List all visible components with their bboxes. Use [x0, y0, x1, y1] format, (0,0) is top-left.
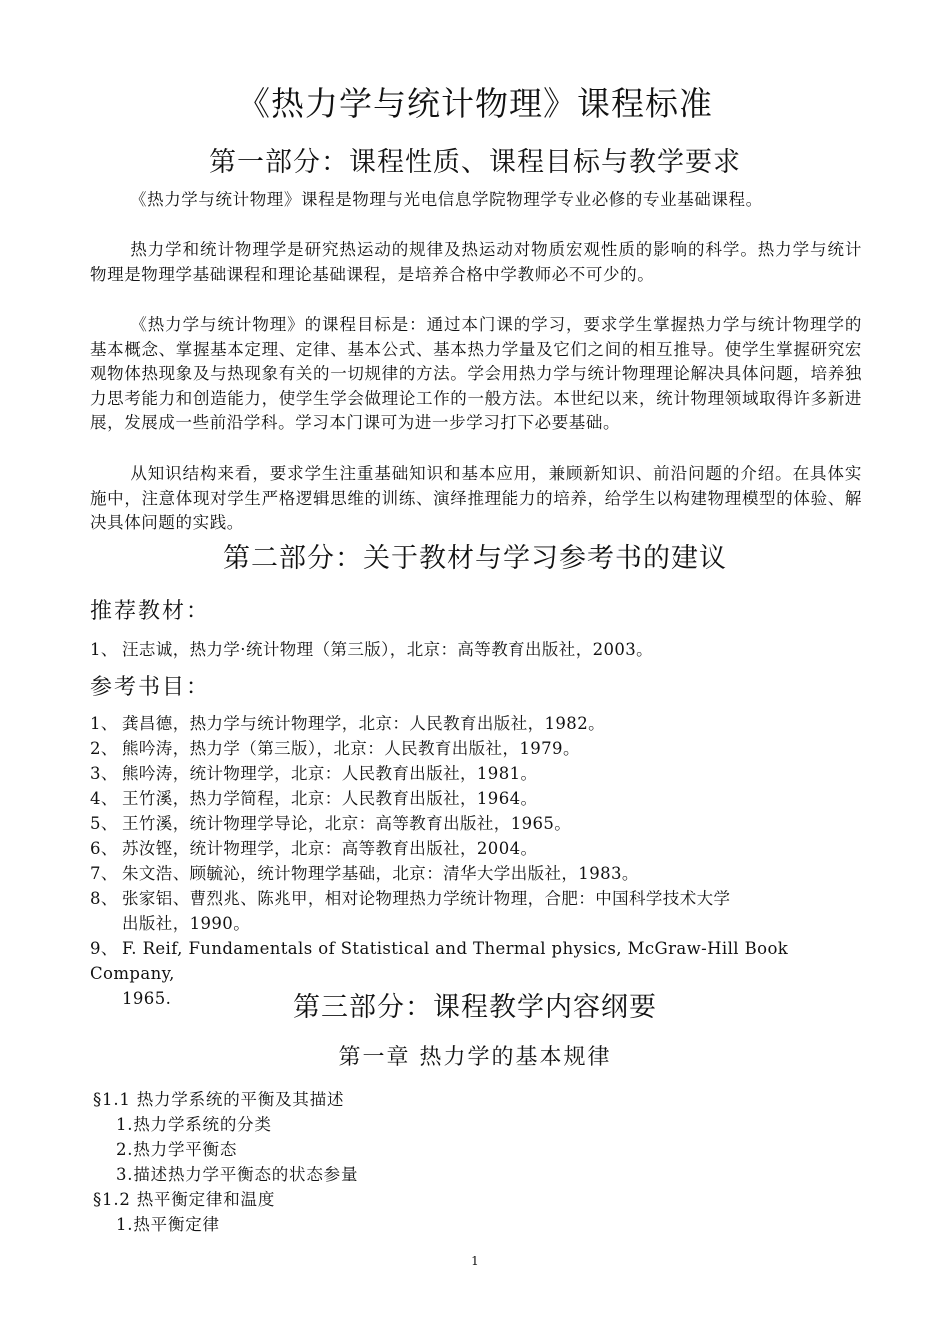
paragraph: [90, 188, 862, 213]
entry-text: 龚昌德，热力学与统计物理学，北京：人民教育出版社，1982。: [122, 714, 605, 733]
reference-entry: [90, 736, 862, 761]
reference-entry: [90, 811, 862, 836]
entry-number: 8、: [90, 889, 118, 908]
paragraph-text: 从知识结构来看，要求学生注重基础知识和基本应用，兼顾新知识、前沿问题的介绍。在具体实施中，注意体现对学生严格逻辑思维的训练、演绎推理能力的培养，给学生以构建物理模型的体验、解决具体问题的实践。: [90, 464, 862, 532]
reference-entry: [90, 861, 862, 886]
paragraph: [90, 238, 862, 287]
paragraph-text: 《热力学与统计物理》的课程目标是：通过本门课的学习，要求学生掌握热力学与统计物理学的基本概念、掌握基本定理、定律、基本公式、基本热力学量及它们之间的相互推导。使学生掌握研究宏观物体热现象及与热现象有关的一切规律的方法。学会用热力学与统计物理理论解决具体问题，培养独力思考能力和创造能力，使学生学会做理论工作的一般方法。本世纪以来，统计物理领域取得许多新进展，发展成一些前沿学科。学习本门课可为进一步学习打下必要基础。: [90, 315, 862, 432]
entry-text-continued: 出版社，1990。: [122, 914, 251, 933]
entry-text: 朱文浩、顾毓沁，统计物理学基础，北京：清华大学出版社，1983。: [122, 864, 639, 883]
outline-section: §1.2 热平衡定律和温度: [93, 1190, 276, 1209]
reference-entry: [90, 761, 862, 786]
entry-number: 1、: [90, 640, 118, 659]
outline-item: 1.热平衡定律: [116, 1215, 220, 1234]
textbook-entry: [90, 637, 862, 662]
entry-number: 7、: [90, 864, 118, 883]
paragraph-text: 《热力学与统计物理》课程是物理与光电信息学院物理学专业必修的专业基础课程。: [130, 190, 763, 209]
entry-number: 2、: [90, 739, 118, 758]
reference-entry: [90, 886, 862, 936]
reference-entry: [90, 836, 862, 861]
entry-text: 张家铝、曹烈兆、陈兆甲，相对论物理热力学统计物理，合肥：中国科学技术大学: [122, 889, 731, 908]
entry-number: 4、: [90, 789, 118, 808]
entry-number: 9、: [90, 939, 118, 958]
textbook-label: 推荐教材：: [90, 599, 211, 624]
entry-text: 汪志诚，热力学·统计物理（第三版），北京：高等教育出版社，2003。: [122, 640, 654, 659]
references-label: 参考书目：: [90, 675, 211, 700]
entry-number: 6、: [90, 839, 118, 858]
entry-text: 苏汝铿，统计物理学，北京：高等教育出版社，2004。: [122, 839, 538, 858]
paragraph: [90, 313, 862, 436]
entry-text: 熊吟涛，热力学（第三版），北京：人民教育出版社，1979。: [122, 739, 580, 758]
entry-text-continued: 1965.: [122, 989, 172, 1008]
entry-text: 王竹溪，统计物理学导论，北京：高等教育出版社，1965。: [122, 814, 572, 833]
outline-item: 2.热力学平衡态: [116, 1140, 238, 1159]
document-title: 《热力学与统计物理》课程标准: [237, 84, 713, 123]
part1-heading: 第一部分：课程性质、课程目标与教学要求: [209, 147, 741, 178]
outline-item: 1.热力学系统的分类: [116, 1115, 272, 1134]
paragraph-text: 热力学和统计物理学是研究热运动的规律及热运动对物质宏观性质的影响的科学。热力学与统计物理是物理学基础课程和理论基础课程，是培养合格中学教师必不可少的。: [90, 240, 862, 284]
entry-text: 熊吟涛，统计物理学，北京：人民教育出版社，1981。: [122, 764, 538, 783]
part3-heading: 第三部分：课程教学内容纲要: [293, 992, 657, 1023]
entry-number: 3、: [90, 764, 118, 783]
page-number: 1: [471, 1254, 479, 1268]
reference-entry: [90, 711, 862, 736]
entry-text: F. Reif, Fundamentals of Statistical and Thermal physics, McGraw-Hill Book Company,: [90, 939, 789, 983]
chapter-heading: 第一章 热力学的基本规律: [338, 1045, 612, 1070]
entry-number: 1、: [90, 714, 118, 733]
outline-section: §1.1 热力学系统的平衡及其描述: [93, 1090, 345, 1109]
entry-text: 王竹溪，热力学简程，北京：人民教育出版社，1964。: [122, 789, 538, 808]
paragraph: [90, 462, 862, 536]
entry-number: 5、: [90, 814, 118, 833]
outline-item: 3.描述热力学平衡态的状态参量: [116, 1165, 359, 1184]
part2-heading: 第二部分：关于教材与学习参考书的建议: [223, 543, 727, 574]
reference-entry: [90, 786, 862, 811]
